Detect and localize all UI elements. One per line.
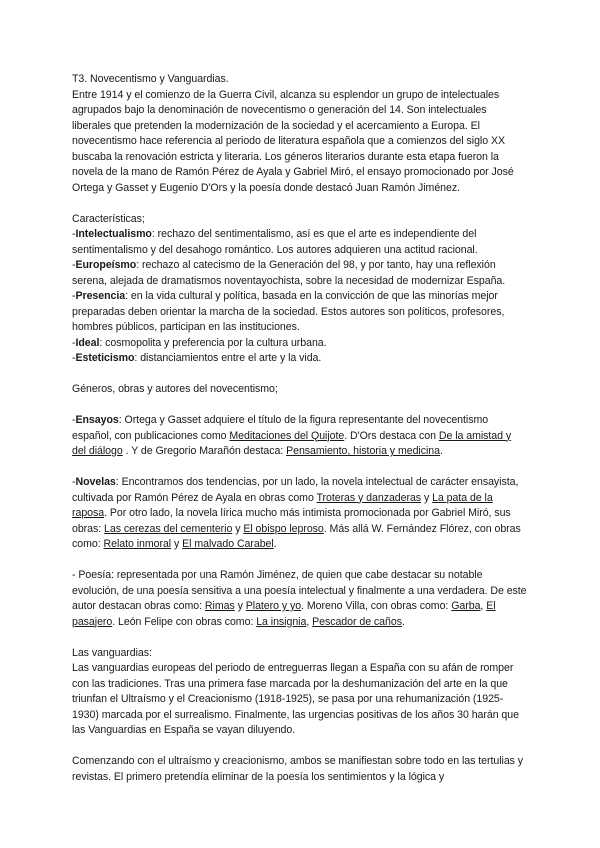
- feature-term: Europeísmo: [75, 259, 137, 271]
- genres-heading: Géneros, obras y autores del novecentismo;: [72, 383, 278, 395]
- work-title: Garba: [451, 600, 481, 612]
- document-page: [72, 72, 527, 785]
- novelas-paragraph: -Novelas: Encontramos dos tendencias, por un lado, la novela intelectual de carácter ensayista, cultivada por Ramón Pérez de Ayala en obras como Troteras y danzaderas y La pata de la raposa. Por otro lado, la novela lírica mucho más intimista promocionada por Gabriel Miró, sus obras: Las cerezas del cementerio y El obispo leproso. Más allá W. Fernández Flórez, con obras como: Relato inmoral y El malvado Carabel.: [72, 476, 521, 550]
- feature-term: Ideal: [75, 336, 100, 349]
- feature-item: -Intelectualismo: rechazo del sentimentalismo, así es que el arte es independiente del sentimentalismo y del desahogo romántico. Los autores adquieren una actitud racional.: [72, 228, 478, 256]
- novelas-term: Novelas: [75, 476, 116, 488]
- work-title: Platero y yo: [245, 600, 302, 612]
- work-title: Meditaciones del Quijote: [229, 429, 345, 442]
- work-title: El malvado Carabel: [182, 538, 274, 550]
- feature-term: Esteticismo: [75, 352, 135, 364]
- feature-term: Intelectualismo: [75, 228, 152, 240]
- work-title: La pata de la raposa: [72, 491, 493, 519]
- document-title: T3. Novecentismo y Vanguardias.: [72, 73, 229, 85]
- feature-item: -Ideal: cosmopolita y preferencia por la cultura urbana.: [72, 336, 327, 349]
- work-title: Relato inmoral: [103, 538, 172, 550]
- work-title: Pescador de caños: [312, 615, 402, 628]
- work-title: El pasajero: [72, 600, 496, 628]
- work-title: Troteras y danzaderas: [316, 491, 422, 504]
- ensayos-term: Ensayos: [75, 414, 119, 426]
- intro-paragraph: Entre 1914 y el comienzo de la Guerra Civil, alcanza su esplendor un grupo de intelectuales agrupados bajo la denominación de novecentismo o generación del 14. Son intelectuales liberales que pretenden la modernización de la sociedad y el acercamiento a Europa. El novecentismo hace referencia al periodo de literatura española que a comienzos del siglo XX buscaba la renovación estricta y literaria. Los géneros literarios durante esta etapa fueron la novela de la mano de Ramón Pérez de Ayala y Gabriel Miró, el ensayo promocionado por José Ortega y Gasset y Eugenio D'Ors y la poesía donde destacó Juan Ramón Jiménez.: [72, 88, 514, 194]
- work-title: Pensamiento, historia y medicina: [286, 445, 440, 457]
- feature-item: -Esteticismo: distanciamientos entre el arte y la vida.: [72, 352, 322, 364]
- closing-paragraph: Comenzando con el ultraísmo y creacionismo, ambos se manifiestan sobre todo en las tertulias y revistas. El primero pretendía eliminar de la poesía los sentimientos y la lógica y: [72, 755, 524, 783]
- vanguardias-heading: Las vanguardias:: [72, 646, 152, 659]
- features-heading: Características;: [72, 212, 145, 225]
- feature-term: Presencia: [75, 290, 126, 302]
- ensayos-paragraph: -Ensayos: Ortega y Gasset adquiere el título de la figura representante del novecentismo español, con publicaciones como Meditaciones del Quijote. D'Ors destaca con De la amistad y del diálogo . Y de Gregorio Marañón destaca: Pensamiento, historia y medicina.: [72, 414, 512, 457]
- feature-item: -Europeísmo: rechazo al catecismo de la Generación del 98, y por tanto, hay una reflexión serena, alejada de dramatismos noventayochista, sobre la necesidad de modernizar España.: [72, 259, 506, 287]
- work-title: La insignia: [256, 615, 307, 628]
- work-title: Las cerezas del cementerio: [104, 522, 233, 535]
- work-title: Rimas: [204, 600, 235, 612]
- poesia-paragraph: - Poesía: representada por una Ramón Jiménez, de quien que cabe destacar su notable evolución, de una poesía sensitiva a una poesía intelectual y finalmente a una verdadera. De este autor destacan obras como: Rimas y Platero y yo. Moreno Villa, con obras como: Garba, El pasajero. León Felipe con obras como: La insignia, Pescador de caños.: [72, 569, 527, 628]
- vanguardias-paragraph: Las vanguardias europeas del periodo de entreguerras llegan a España con su afán de romper con las tradiciones. Tras una primera fase marcada por la deshumanización del arte en la que triunfan el Ultraísmo y el Creacionismo (1918-1925), se pasa por una rehumanización (1925-1930) marcada por el surrealismo. Finalmente, las urgencias positivas de los años 30 harán que las Vanguardias en España se vayan diluyendo.: [72, 662, 519, 736]
- work-title: De la amistad y del diálogo: [72, 429, 512, 457]
- feature-item: -Presencia: en la vida cultural y política, basada en la convicción de que las minorías mejor preparadas deben orientar la marcha de la sociedad. Estos autores son políticos, profesores, hombres públicos, participan en las instituciones.: [72, 290, 505, 333]
- work-title: El obispo leproso: [243, 522, 324, 535]
